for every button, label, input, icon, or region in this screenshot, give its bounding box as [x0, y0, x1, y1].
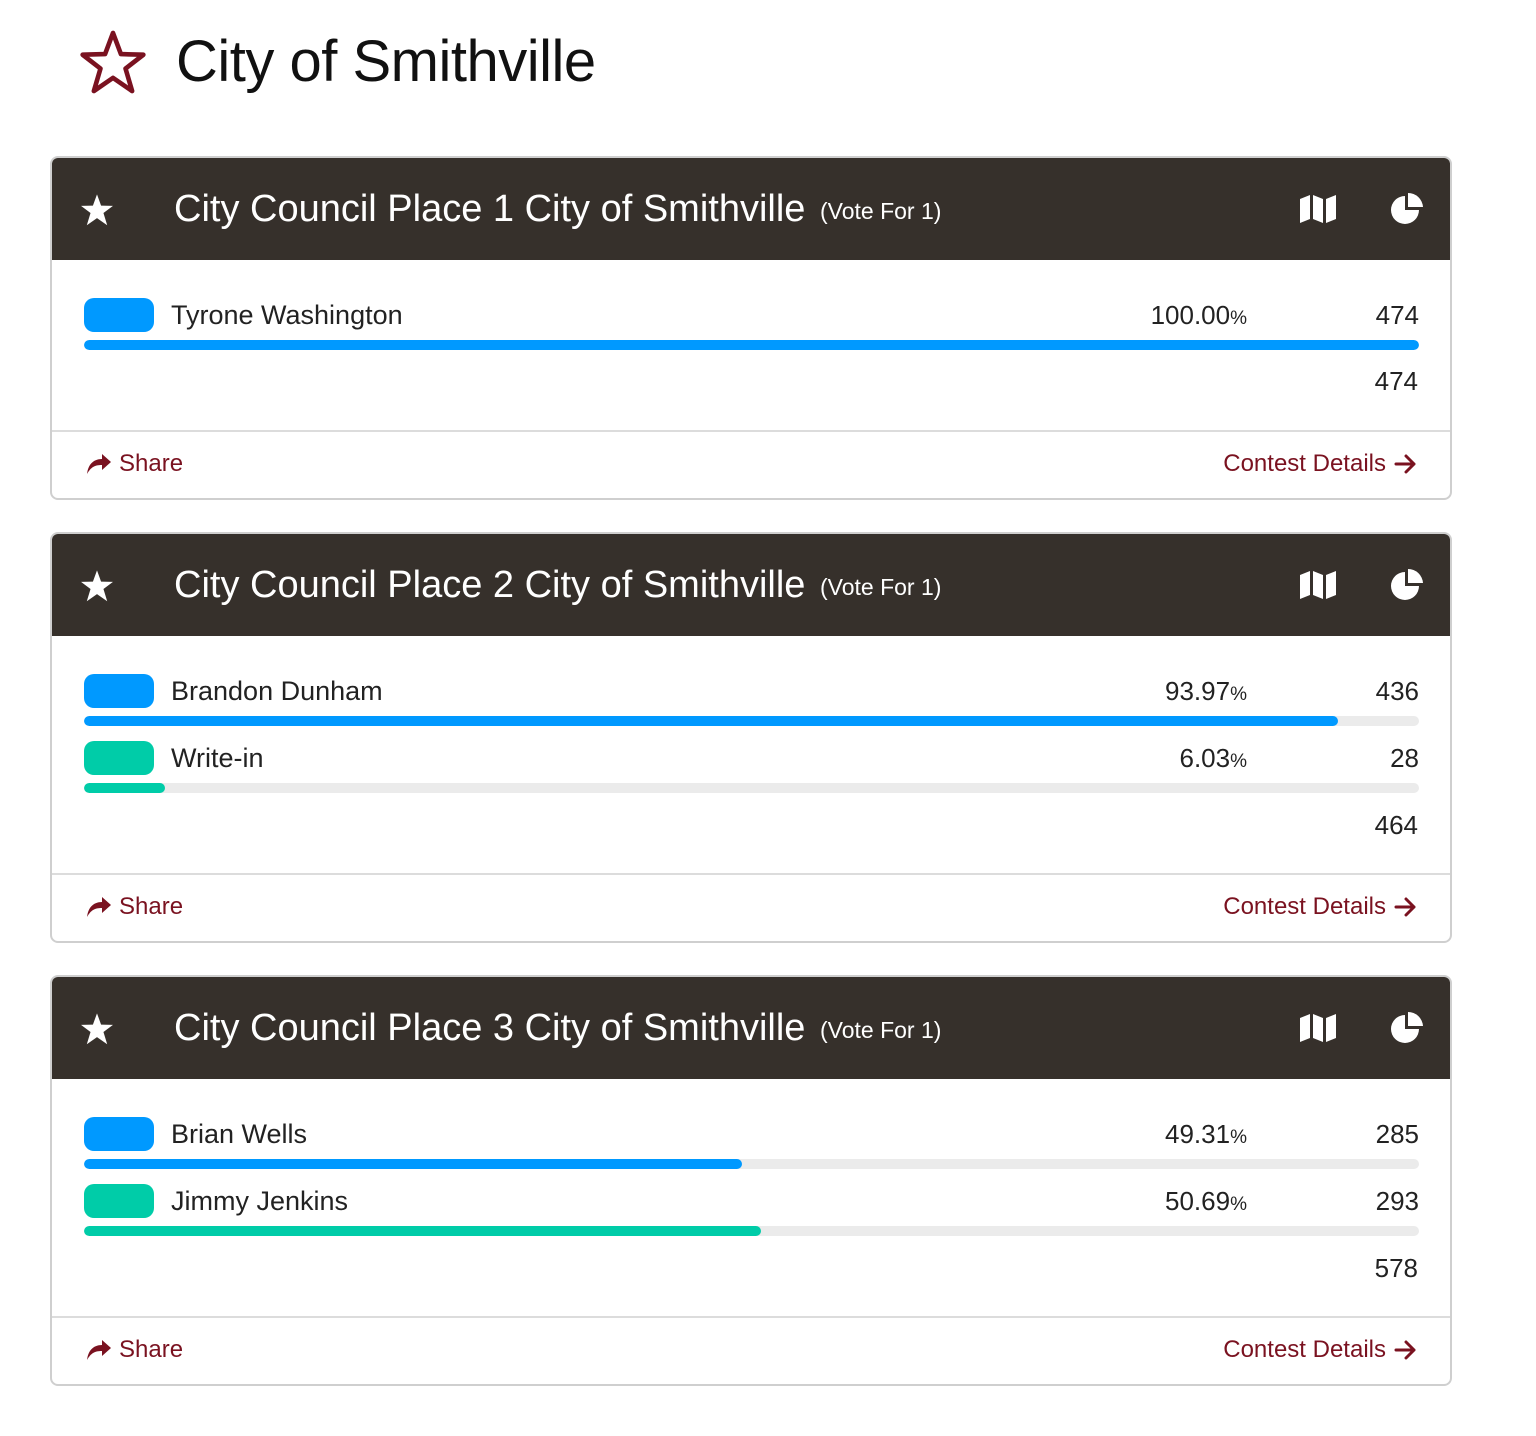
contest-card — [50, 532, 1452, 943]
candidate-row — [84, 741, 1419, 801]
share-link[interactable] — [86, 1335, 183, 1365]
contest-footer — [52, 873, 1450, 941]
contest-header — [52, 977, 1450, 1079]
star-icon — [80, 1012, 114, 1046]
vote-share-bar — [84, 783, 1419, 793]
chart-button[interactable] — [1389, 192, 1425, 228]
total-votes: 474 — [1374, 366, 1418, 396]
candidate-color-swatch — [84, 674, 154, 708]
vote-for-label: (Vote For 1) — [820, 1017, 942, 1043]
contest-title: City Council Place 3 City of Smithville — [174, 1007, 806, 1049]
vote-share-bar-fill — [84, 716, 1338, 726]
vote-share-bar-fill — [84, 1159, 742, 1169]
contest-details-link[interactable] — [1223, 1335, 1418, 1365]
map-icon — [1299, 1013, 1337, 1043]
candidate-row — [84, 1117, 1419, 1177]
map-icon — [1299, 194, 1337, 224]
candidate-name: Tyrone Washington — [171, 300, 403, 330]
contest-details-link[interactable] — [1223, 449, 1418, 479]
map-icon — [1299, 570, 1337, 600]
share-icon — [86, 1339, 112, 1361]
pie-chart-icon — [1389, 568, 1425, 604]
contest-footer — [52, 1316, 1450, 1384]
candidate-percent: 6.03% — [1179, 743, 1247, 773]
share-label: Share — [119, 450, 184, 477]
candidate-color-swatch — [84, 741, 154, 775]
map-button[interactable] — [1299, 194, 1337, 224]
candidate-votes: 28 — [1390, 743, 1419, 773]
vote-share-bar — [84, 716, 1419, 726]
share-link[interactable] — [86, 892, 183, 922]
arrow-right-icon — [1394, 1339, 1418, 1361]
candidate-row — [84, 1184, 1419, 1244]
candidate-percent: 93.97% — [1165, 676, 1247, 706]
share-icon — [86, 896, 112, 918]
contest-footer — [52, 430, 1450, 498]
total-votes: 578 — [1374, 1253, 1418, 1283]
candidate-votes: 474 — [1375, 300, 1419, 330]
candidate-name: Brian Wells — [171, 1119, 308, 1149]
candidate-row — [84, 674, 1419, 734]
vote-for-label: (Vote For 1) — [820, 198, 942, 224]
contest-title: City Council Place 2 City of Smithville — [174, 564, 806, 606]
share-icon — [86, 453, 112, 475]
share-link[interactable] — [86, 449, 183, 479]
candidate-row — [84, 298, 1419, 358]
star-icon — [80, 569, 114, 603]
candidate-percent: 100.00% — [1150, 300, 1247, 330]
favorite-contest-button[interactable] — [80, 193, 114, 227]
share-label: Share — [119, 893, 184, 920]
map-button[interactable] — [1299, 1013, 1337, 1043]
contest-card — [50, 975, 1452, 1386]
candidate-name: Jimmy Jenkins — [171, 1186, 349, 1216]
favorite-contest-button[interactable] — [80, 569, 114, 603]
candidate-votes: 436 — [1375, 676, 1419, 706]
arrow-right-icon — [1394, 453, 1418, 475]
candidate-percent: 49.31% — [1165, 1119, 1247, 1149]
favorite-contest-button[interactable] — [80, 1012, 114, 1046]
star-icon — [80, 193, 114, 227]
vote-for-label: (Vote For 1) — [820, 574, 942, 600]
candidate-color-swatch — [84, 298, 154, 332]
contest-header — [52, 158, 1450, 260]
chart-button[interactable] — [1389, 1011, 1425, 1047]
contest-details-label: Contest Details — [1223, 450, 1386, 477]
candidate-color-swatch — [84, 1184, 154, 1218]
vote-share-bar — [84, 1159, 1419, 1169]
candidate-name: Write-in — [171, 743, 264, 773]
vote-share-bar — [84, 1226, 1419, 1236]
page-title: City of Smithville — [176, 29, 596, 94]
page-header — [80, 22, 596, 102]
candidate-name: Brandon Dunham — [171, 676, 383, 706]
candidate-votes: 293 — [1375, 1186, 1419, 1216]
vote-share-bar-fill — [84, 1226, 761, 1236]
map-button[interactable] — [1299, 570, 1337, 600]
candidate-color-swatch — [84, 1117, 154, 1151]
vote-share-bar-fill — [84, 340, 1419, 350]
total-votes: 464 — [1374, 810, 1418, 840]
star-outline-icon — [80, 29, 146, 95]
contest-details-link[interactable] — [1223, 892, 1418, 922]
contest-title: City Council Place 1 City of Smithville — [174, 188, 806, 230]
contest-details-label: Contest Details — [1223, 1336, 1386, 1363]
candidate-percent: 50.69% — [1165, 1186, 1247, 1216]
pie-chart-icon — [1389, 1011, 1425, 1047]
share-label: Share — [119, 1336, 184, 1363]
favorite-jurisdiction-button[interactable] — [80, 29, 146, 95]
chart-button[interactable] — [1389, 568, 1425, 604]
contest-header — [52, 534, 1450, 636]
vote-share-bar — [84, 340, 1419, 350]
pie-chart-icon — [1389, 192, 1425, 228]
arrow-right-icon — [1394, 896, 1418, 918]
contest-card — [50, 156, 1452, 500]
candidate-votes: 285 — [1375, 1119, 1419, 1149]
contest-details-label: Contest Details — [1223, 893, 1386, 920]
vote-share-bar-fill — [84, 783, 165, 793]
